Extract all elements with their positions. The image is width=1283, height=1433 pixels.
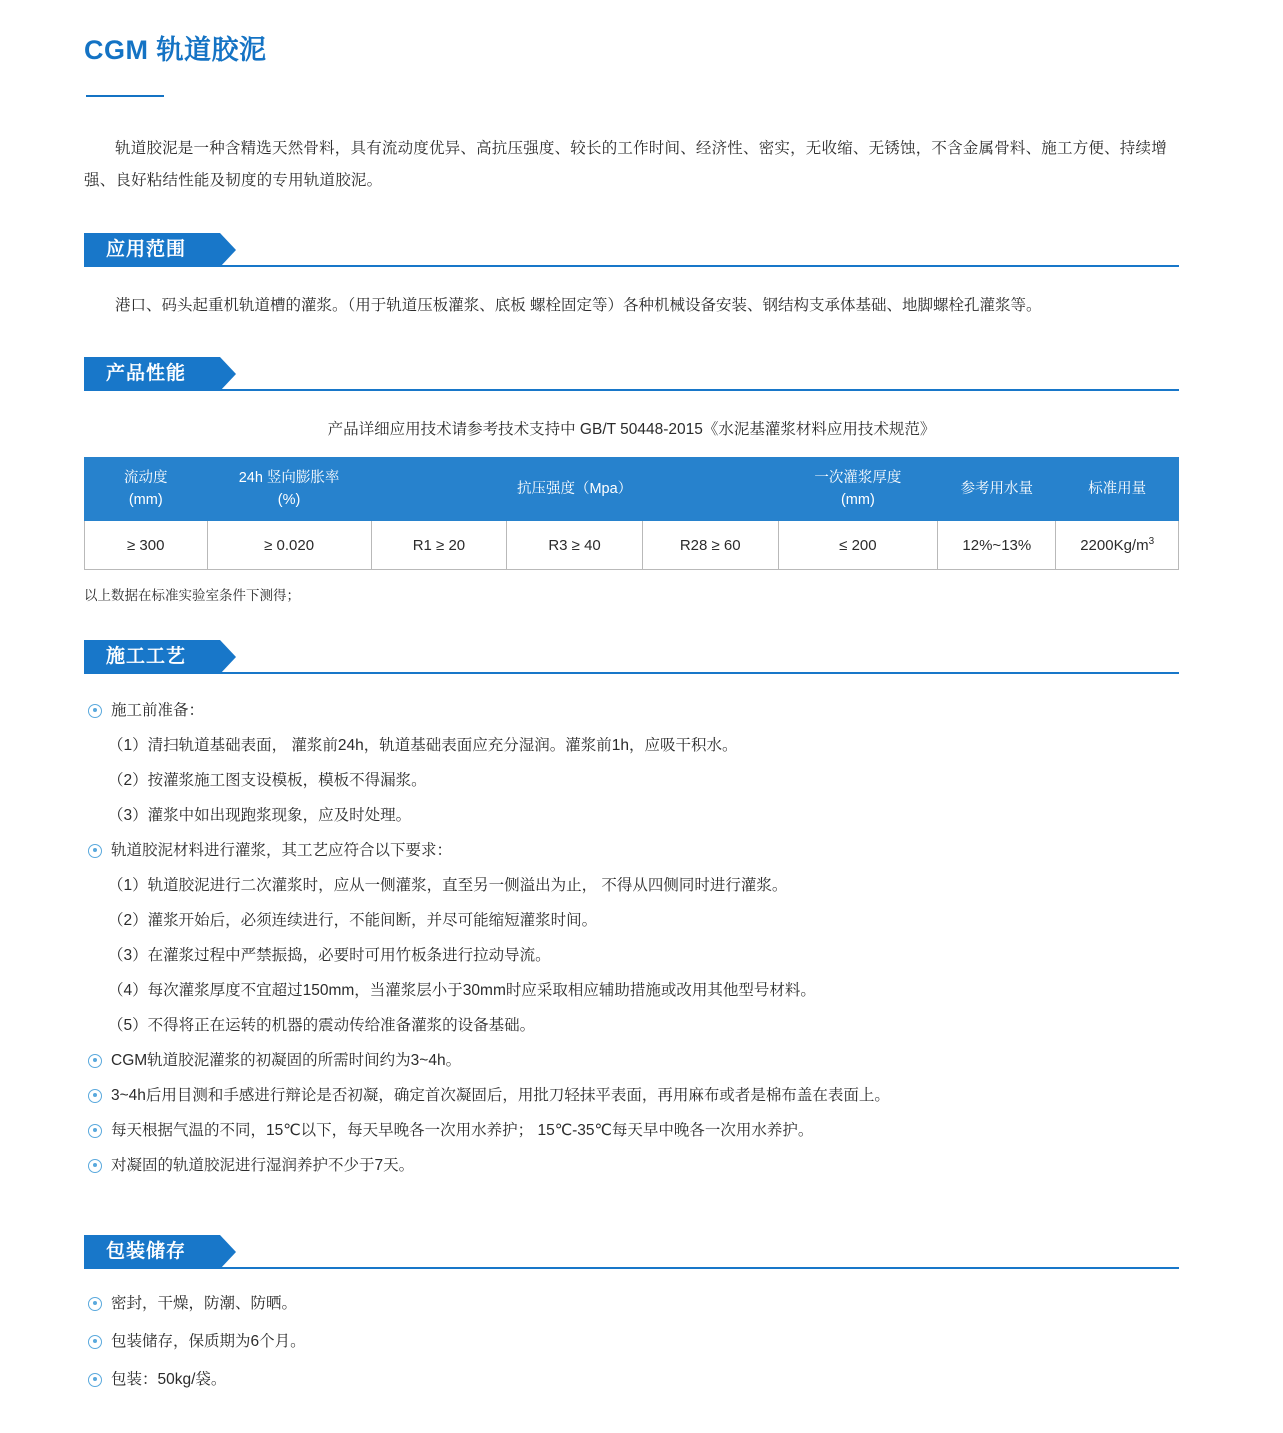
performance-standard-note: 产品详细应用技术请参考技术支持中 GB/T 50448-2015《水泥基灌浆材料应用技术规范》 (327, 421, 936, 438)
process-list-item (84, 1151, 1179, 1181)
process-list-item (84, 1116, 1179, 1146)
process-item-label: （1）清扫轨道基础表面， 灌浆前24h，轨道基础表面应充分湿润。灌浆前1h，应吸干积水。 (108, 737, 738, 754)
packaging-list-item (84, 1327, 1179, 1357)
process-item-label: 3~4h后用目测和手感进行辩论是否初凝，确定首次凝固后，用批刀轻抹平表面，再用麻布或者是棉布盖在表面上。 (111, 1087, 890, 1104)
section-header-process (84, 640, 1179, 674)
col-header-water: 参考用水量 (938, 458, 1056, 521)
col-header-flow (85, 458, 208, 521)
page-title: CGM 轨道胶泥 (84, 35, 267, 65)
col-header-expansion-line1: 24h 竖向膨胀率 (238, 470, 340, 486)
cell-r28: R28 ≥ 60 (642, 521, 778, 570)
col-header-expansion (207, 458, 371, 521)
application-text: 港口、码头起重机轨道槽的灌浆。（用于轨道压板灌浆、底板 螺栓固定等）各种机械设备安装、钢结构支承体基础、地脚螺栓孔灌浆等。 (115, 297, 1042, 314)
cell-water: 12%~13% (938, 521, 1056, 570)
section-application (84, 233, 1179, 321)
process-item-label: （2）灌浆开始后，必须连续进行，不能间断，并尽可能缩短灌浆时间。 (108, 912, 598, 929)
circle-bullet-icon (88, 1335, 102, 1349)
circle-bullet-icon (88, 1373, 102, 1387)
circle-bullet-icon (88, 844, 102, 858)
process-item-label: （1）轨道胶泥进行二次灌浆时，应从一侧灌浆，直至另一侧溢出为止， 不得从四侧同时进行灌浆。 (108, 877, 788, 894)
process-sub-item (84, 801, 1179, 831)
process-item-label: （2）按灌浆施工图支设模板，模板不得漏浆。 (108, 772, 427, 789)
process-sub-item (84, 906, 1179, 936)
section-title-process: 施工工艺 (84, 640, 220, 674)
cell-flow: ≥ 300 (85, 521, 208, 570)
section-packaging (84, 1235, 1179, 1395)
process-item-label: （3）在灌浆过程中严禁振捣，必要时可用竹板条进行拉动导流。 (108, 947, 551, 964)
cell-r1: R1 ≥ 20 (371, 521, 507, 570)
process-item-label: 施工前准备： (111, 702, 205, 719)
section-rule (84, 389, 1179, 391)
col-header-flow-line1: 流动度 (124, 470, 168, 486)
process-list-item (84, 696, 1179, 726)
table-header-row (85, 458, 1179, 521)
section-rule (84, 1267, 1179, 1269)
col-header-thickness-line2: (mm) (840, 492, 875, 508)
table-row (85, 521, 1179, 570)
cell-expansion: ≥ 0.020 (207, 521, 371, 570)
process-item-label: 对凝固的轨道胶泥进行湿润养护不少于7天。 (111, 1157, 415, 1174)
process-list-item (84, 1046, 1179, 1076)
section-performance (84, 357, 1179, 604)
packaging-item-label: 包装储存，保质期为6个月。 (111, 1333, 306, 1350)
circle-bullet-icon (88, 1089, 102, 1103)
process-item-label: 轨道胶泥材料进行灌浆，其工艺应符合以下要求： (111, 842, 453, 859)
section-rule (84, 265, 1179, 267)
circle-bullet-icon (88, 704, 102, 718)
section-header-application (84, 233, 1179, 267)
packaging-item-label: 包装：50kg/袋。 (111, 1371, 227, 1388)
section-header-performance (84, 357, 1179, 391)
col-header-expansion-line2: (%) (277, 492, 301, 508)
process-sub-item (84, 941, 1179, 971)
cell-dosage (1056, 521, 1179, 570)
col-header-thickness (778, 458, 938, 521)
packaging-list-item (84, 1365, 1179, 1395)
section-title-packaging: 包装储存 (84, 1235, 220, 1269)
cell-r3: R3 ≥ 40 (507, 521, 643, 570)
process-item-label: （4）每次灌浆厚度不宜超过150mm，当灌浆层小于30mm时应采取相应辅助措施或改用其他型号材料。 (108, 982, 816, 999)
section-title-performance: 产品性能 (84, 357, 220, 391)
cell-thickness: ≤ 200 (778, 521, 938, 570)
circle-bullet-icon (88, 1297, 102, 1311)
section-header-packaging (84, 1235, 1179, 1269)
process-item-label: 每天根据气温的不同，15℃以下，每天早晚各一次用水养护； 15℃-35℃每天早中晚各一次用水养护。 (111, 1122, 814, 1139)
packaging-item-label: 密封，干燥，防潮、防晒。 (111, 1295, 298, 1312)
process-list-item (84, 836, 1179, 866)
performance-table (84, 457, 1179, 570)
col-header-dosage: 标准用量 (1056, 458, 1179, 521)
packaging-list (84, 1289, 1179, 1395)
intro-paragraph: 轨道胶泥是一种含精选天然骨料，具有流动度优异、高抗压强度、较长的工作时间、经济性、密实，无收缩、无锈蚀，不含金属骨料、施工方便、持续增强、良好粘结性能及韧度的专用轨道胶泥。 (84, 140, 1167, 189)
process-item-label: （5）不得将正在运转的机器的震动传给准备灌浆的设备基础。 (108, 1017, 536, 1034)
process-item-label: （3）灌浆中如出现跑浆现象，应及时处理。 (108, 807, 412, 824)
circle-bullet-icon (88, 1124, 102, 1138)
process-sub-item (84, 871, 1179, 901)
packaging-list-item (84, 1289, 1179, 1319)
circle-bullet-icon (88, 1054, 102, 1068)
process-item-label: CGM轨道胶泥灌浆的初凝固的所需时间约为3~4h。 (111, 1052, 462, 1069)
process-sub-item (84, 1011, 1179, 1041)
process-sub-item (84, 731, 1179, 761)
process-sub-item (84, 976, 1179, 1006)
performance-footnote: 以上数据在标准实验室条件下测得； (84, 588, 300, 603)
col-header-strength: 抗压强度（Mpa） (371, 458, 778, 521)
process-list-item (84, 1081, 1179, 1111)
cell-dosage-exponent: 3 (1148, 536, 1155, 547)
section-rule (84, 672, 1179, 674)
title-underline (86, 95, 164, 97)
section-title-application: 应用范围 (84, 233, 220, 267)
cell-dosage-value: 2200Kg/m (1080, 537, 1149, 554)
circle-bullet-icon (88, 1159, 102, 1173)
col-header-thickness-line1: 一次灌浆厚度 (814, 470, 902, 486)
process-list (84, 696, 1179, 1181)
section-process (84, 640, 1179, 1181)
col-header-flow-line2: (mm) (128, 492, 163, 508)
process-sub-item (84, 766, 1179, 796)
